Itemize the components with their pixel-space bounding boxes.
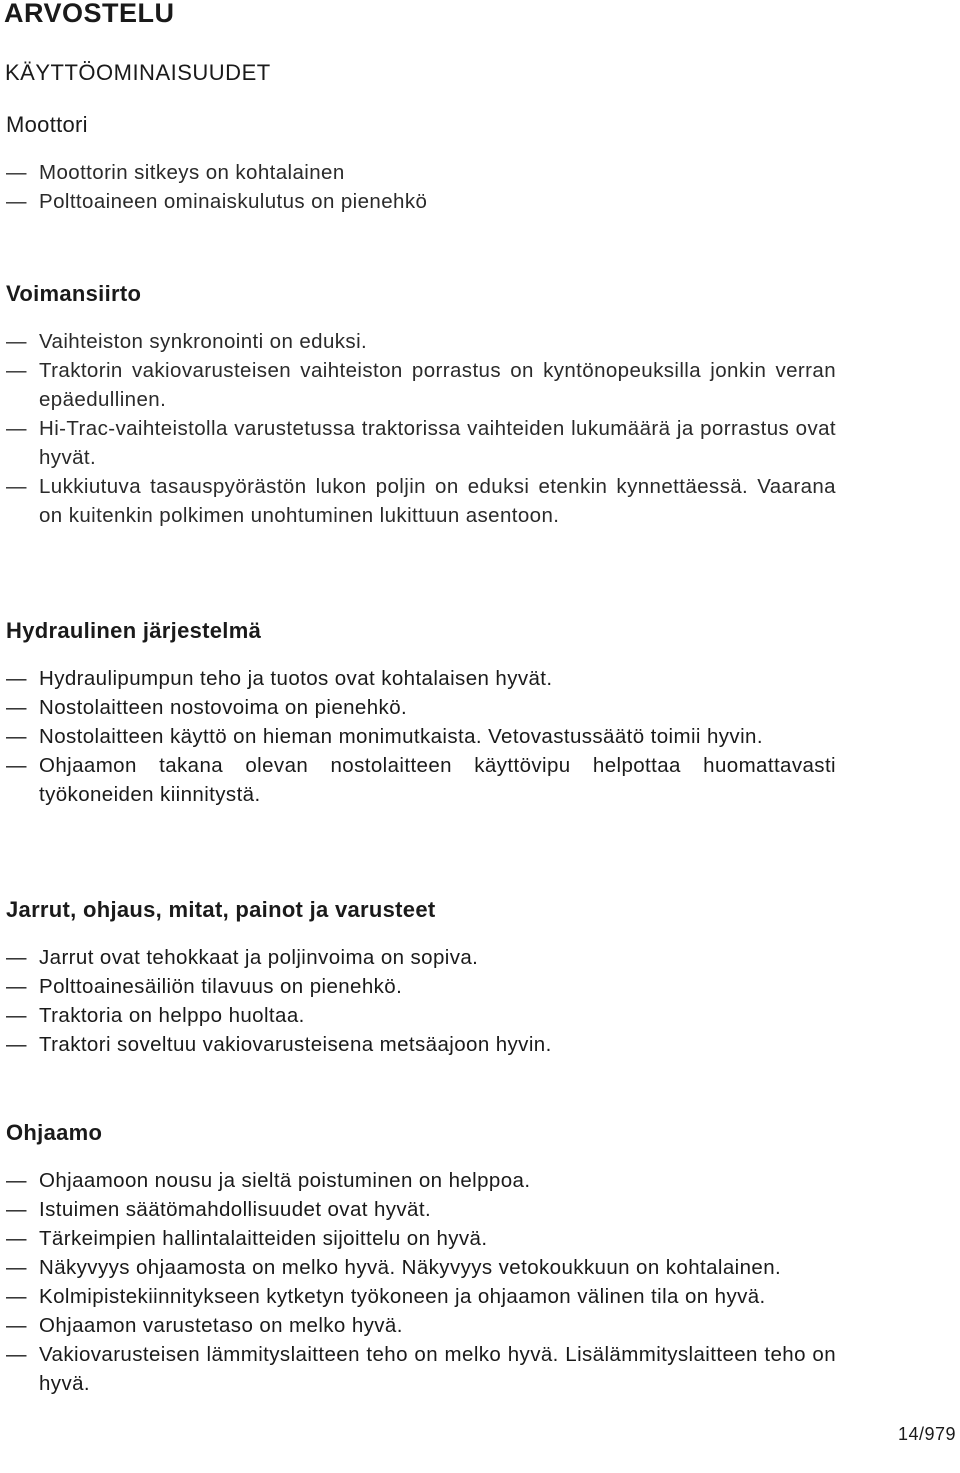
dash-marker: — [6,696,27,719]
list-item [6,1311,836,1340]
list-item [6,187,836,216]
section-heading: Hydraulinen järjestelmä [6,618,262,643]
list-item [6,1253,836,1282]
list-item-text: Ohjaamon takana olevan nostolaitteen käyttövipu helpottaa huomattavasti työkoneiden kiinnitystä. [39,754,836,806]
list-item-text: Näkyvyys ohjaamosta on melko hyvä. Näkyvyys vetokoukkuun on kohtalainen. [39,1256,782,1279]
dash-marker: — [6,1343,27,1366]
dash-marker: — [6,417,27,440]
bullet-list [6,664,836,809]
list-item [6,1282,836,1311]
bullet-list [6,943,836,1059]
dash-marker: — [6,1169,27,1192]
list-item-text: Traktorin vakiovarusteisen vaihteiston porrastus on kyntönopeuksilla jonkin verran epäedullinen. [39,359,836,411]
page-subtitle: KÄYTTÖOMINAISUUDET [5,60,271,85]
section-ohjaamo [6,1120,836,1398]
list-item-text: Hi-Trac-vaihteistolla varustetussa traktorissa vaihteiden lukumäärä ja porrastus ovat hyvät. [39,417,836,469]
list-item [6,943,836,972]
page-title: ARVOSTELU [4,0,175,28]
section-heading: Moottori [6,112,88,137]
list-item [6,356,836,414]
list-item [6,972,836,1001]
list-item [6,1030,836,1059]
list-item [6,693,836,722]
list-item-text: Nostolaitteen nostovoima on pienehkö. [39,696,408,719]
dash-marker: — [6,1285,27,1308]
dash-marker: — [6,946,27,969]
section-voimansiirto [6,281,836,530]
list-item [6,1166,836,1195]
dash-marker: — [6,330,27,353]
list-item-text: Traktoria on helppo huoltaa. [39,1004,305,1027]
list-item [6,1195,836,1224]
list-item-text: Jarrut ovat tehokkaat ja poljinvoima on sopiva. [39,946,479,969]
dash-marker: — [6,725,27,748]
section-heading: Ohjaamo [6,1120,103,1145]
list-item [6,1340,836,1398]
list-item-text: Tärkeimpien hallintalaitteiden sijoittelu on hyvä. [39,1227,488,1250]
list-item-text: Moottorin sitkeys on kohtalainen [39,161,345,184]
list-item [6,327,836,356]
bullet-list [6,327,836,530]
list-item [6,414,836,472]
dash-marker: — [6,667,27,690]
list-item [6,472,836,530]
list-item [6,1224,836,1253]
section-heading: Jarrut, ohjaus, mitat, painot ja varusteet [6,897,436,922]
dash-marker: — [6,190,27,213]
dash-marker: — [6,1227,27,1250]
dash-marker: — [6,161,27,184]
dash-marker: — [6,754,27,777]
section-moottori [6,112,836,216]
list-item [6,722,836,751]
list-item-text: Vaihteiston synkronointi on eduksi. [39,330,368,353]
list-item [6,158,836,187]
section-jarrut-ohjaus [6,897,836,1059]
dash-marker: — [6,1256,27,1279]
list-item-text: Ohjaamoon nousu ja sieltä poistuminen on helppoa. [39,1169,531,1192]
list-item-text: Polttoainesäiliön tilavuus on pienehkö. [39,975,403,998]
dash-marker: — [6,359,27,382]
section-hydraulinen-jarjestelma [6,618,836,809]
bullet-list [6,158,836,216]
list-item-text: Istuimen säätömahdollisuudet ovat hyvät. [39,1198,432,1221]
dash-marker: — [6,975,27,998]
dash-marker: — [6,1198,27,1221]
list-item-text: Ohjaamon varustetaso on melko hyvä. [39,1314,403,1337]
list-item [6,664,836,693]
section-heading: Voimansiirto [6,281,142,306]
list-item [6,1001,836,1030]
bullet-list [6,1166,836,1398]
list-item-text: Lukkiutuva tasauspyörästön lukon poljin on eduksi etenkin kynnettäessä. Vaarana on kuitenkin polkimen unohtuminen lukittuun asentoon. [39,475,836,527]
list-item-text: Polttoaineen ominaiskulutus on pienehkö [39,190,428,213]
list-item [6,751,836,809]
page-number: 14/979 [897,1424,956,1444]
dash-marker: — [6,1004,27,1027]
list-item-text: Hydraulipumpun teho ja tuotos ovat kohtalaisen hyvät. [39,667,553,690]
dash-marker: — [6,1033,27,1056]
list-item-text: Nostolaitteen käyttö on hieman monimutkaista. Vetovastussäätö toimii hyvin. [39,725,763,748]
dash-marker: — [6,475,27,498]
list-item-text: Kolmipistekiinnitykseen kytketyn työkoneen ja ohjaamon välinen tila on hyvä. [39,1285,766,1308]
list-item-text: Vakiovarusteisen lämmityslaitteen teho on melko hyvä. Lisälämmityslaitteen teho on hyvä. [39,1343,836,1395]
list-item-text: Traktori soveltuu vakiovarusteisena metsäajoon hyvin. [39,1033,552,1056]
dash-marker: — [6,1314,27,1337]
